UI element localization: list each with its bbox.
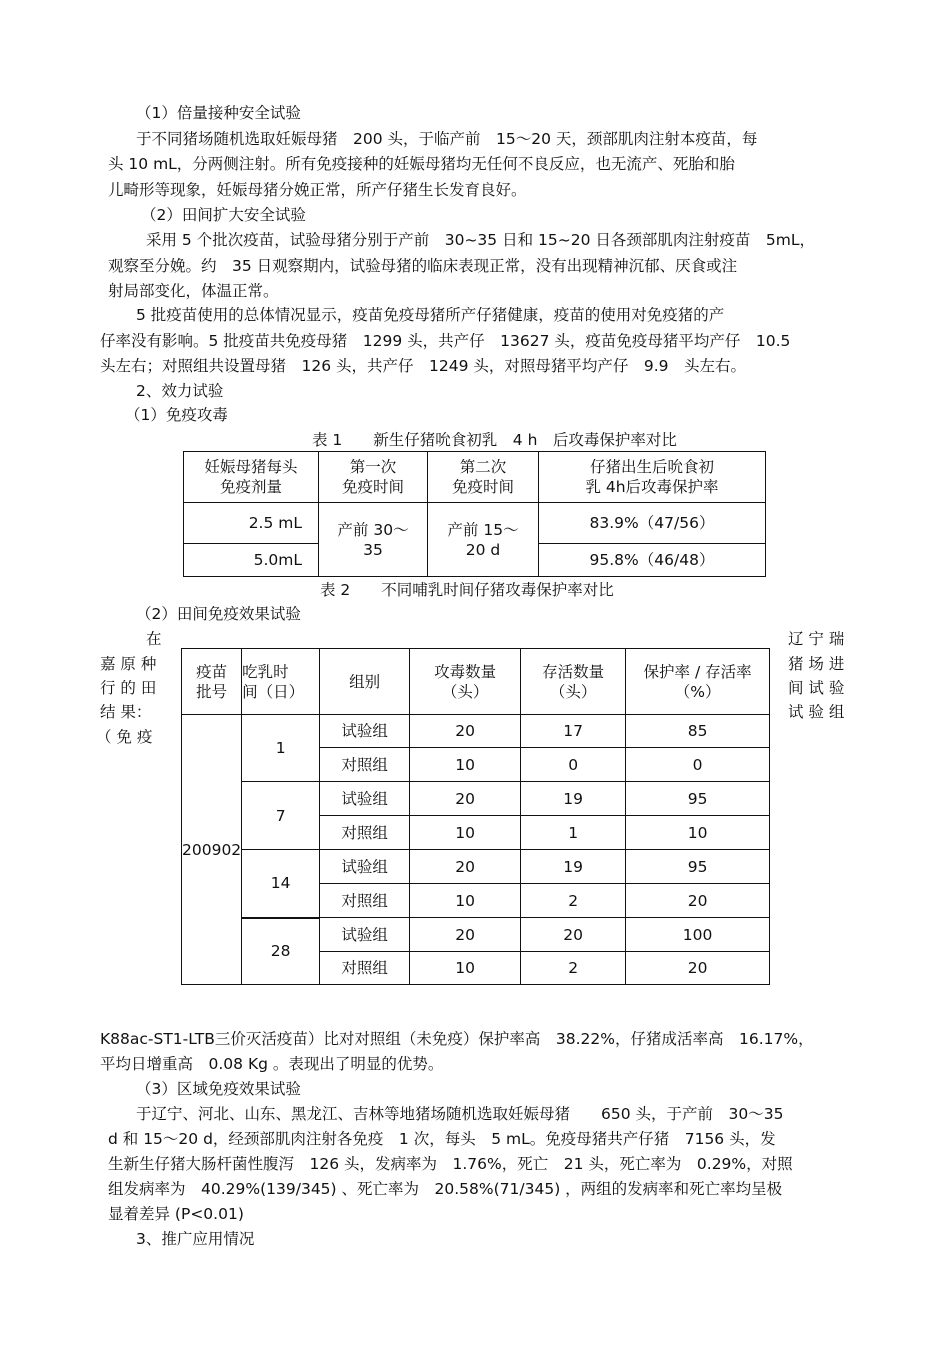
table3-header-survive: 存活数量 （头） <box>521 649 626 715</box>
table3-cell-survive: 0 <box>521 748 626 782</box>
wrapped-text-left: 嘉 原 种 <box>100 655 157 673</box>
table3-cell-survive: 20 <box>521 918 626 952</box>
wrapped-text-right: 辽 宁 瑞 <box>788 630 845 648</box>
paragraph-line: K88ac-ST1-LTB三价灭活疫苗）比对对照组（未免疫）保护率高 38.22%，仔猪成活率高 16.17%， <box>100 1030 814 1048</box>
table3-cell-challenge: 20 <box>410 782 521 816</box>
table3-cell-survive: 1 <box>521 816 626 850</box>
table3-header-group: 组别 <box>320 649 410 715</box>
paragraph-line: d 和 15～20 d，经颈部肌肉注射各免疫 1 次，每头 5 mL。免疫母猪共产仔猪 7156 头，发 <box>108 1130 776 1148</box>
paragraph-line: 组发病率为 40.29%(139/345) 、死亡率为 20.58%(71/345) ，两组的发病率和死亡率均呈极 <box>108 1180 783 1198</box>
table1-cell-second-time: 产前 15～ 20 d <box>428 503 539 577</box>
table3-cell-group: 对照组 <box>320 952 410 985</box>
table3-cell-group: 试验组 <box>320 850 410 884</box>
paragraph-line: 射局部变化，体温正常。 <box>108 282 279 300</box>
table3-cell-rate: 20 <box>626 952 770 985</box>
table3-cell-challenge: 10 <box>410 816 521 850</box>
paragraph-line: 采用 5 个批次疫苗，试验母猪分别于产前 30~35 日和 15~20 日各颈部肌肉注射疫苗 5mL， <box>146 231 815 249</box>
wrapped-text-right: 间 试 验 <box>788 679 845 697</box>
table1-header-first: 第一次 免疫时间 <box>319 452 428 503</box>
table3-cell-day: 7 <box>242 782 320 850</box>
table3-header-batch: 疫苗 批号 <box>182 649 242 715</box>
wrapped-text-left: 在 <box>146 630 162 648</box>
table1-cell-rate: 83.9%（47/56） <box>539 503 766 544</box>
section-heading-promotion: 3、推广应用情况 <box>136 1230 255 1248</box>
table1-cell-first-time: 产前 30～ 35 <box>319 503 428 577</box>
table1-cell-dose: 2.5 mL <box>184 503 319 544</box>
paragraph-line: 头左右；对照组共设置母猪 126 头，共产仔 1249 头，对照母猪平均产仔 9.9 头左右。 <box>100 357 747 375</box>
table3-cell-group: 对照组 <box>320 816 410 850</box>
table3-cell-challenge: 10 <box>410 748 521 782</box>
wrapped-text-left: 结 果： <box>100 703 152 721</box>
table3-cell-rate: 0 <box>626 748 770 782</box>
table1-header-rate: 仔猪出生后吮食初 乳 4h后攻毒保护率 <box>539 452 766 503</box>
table3-cell-rate: 10 <box>626 816 770 850</box>
table3 <box>181 648 770 985</box>
section-heading-field-safety: （2）田间扩大安全试验 <box>141 206 306 224</box>
table3-cell-rate: 95 <box>626 782 770 816</box>
wrapped-text-right: 猪 场 进 <box>788 655 845 673</box>
table3-cell-group: 试验组 <box>320 715 410 748</box>
table3-cell-survive: 19 <box>521 782 626 816</box>
table3-cell-rate: 95 <box>626 850 770 884</box>
table3-cell-day: 1 <box>242 715 320 782</box>
table3-header-rate: 保护率 / 存活率 （%） <box>626 649 770 715</box>
table3-cell-survive: 19 <box>521 850 626 884</box>
paragraph-line: 显着差异 (P<0.01) <box>108 1205 244 1223</box>
table1-cell-dose: 5.0mL <box>184 544 319 577</box>
paragraph-line: 儿畸形等现象，妊娠母猪分娩正常，所产仔猪生长发育良好。 <box>108 181 527 199</box>
paragraph-line: 于不同猪场随机选取妊娠母猪 200 头，于临产前 15～20 天，颈部肌肉注射本疫苗，每 <box>136 130 758 148</box>
paragraph-line: 观察至分娩。约 35 日观察期内，试验母猪的临床表现正常，没有出现精神沉郁、厌食或注 <box>108 257 738 275</box>
table3-cell-group: 对照组 <box>320 748 410 782</box>
wrapped-text-left: 行 的 田 <box>100 679 157 697</box>
table3-cell-rate: 100 <box>626 918 770 952</box>
table1 <box>183 451 766 577</box>
table3-cell-survive: 2 <box>521 884 626 918</box>
table3-cell-survive: 2 <box>521 952 626 985</box>
table3-cell-group: 试验组 <box>320 782 410 816</box>
table3-cell-group: 试验组 <box>320 918 410 952</box>
paragraph-line: 于辽宁、河北、山东、黑龙江、吉林等地猪场随机选取妊娠母猪 650 头，于产前 30～35 <box>136 1105 784 1123</box>
paragraph-line: 头 10 mL，分两侧注射。所有免疫接种的妊娠母猪均无任何不良反应，也无流产、死胎和胎 <box>108 155 735 173</box>
table3-cell-day: 28 <box>242 918 320 985</box>
table1-caption: 表 1 新生仔猪吮食初乳 4 h 后攻毒保护率对比 <box>312 431 677 449</box>
paragraph-line: 平均日增重高 0.08 Kg 。表现出了明显的优势。 <box>100 1055 444 1073</box>
table3-cell-challenge: 20 <box>410 715 521 748</box>
paragraph-line: 生新生仔猪大肠杆菌性腹泻 126 头，发病率为 1.76%，死亡 21 头，死亡率为 0.29%，对照 <box>108 1155 793 1173</box>
paragraph-line: 仔率没有影响。5 批疫苗共免疫母猪 1299 头，共产仔 13627 头，疫苗免疫母猪平均产仔 10.5 <box>100 332 791 350</box>
table1-header-dose: 妊娠母猪每头 免疫剂量 <box>184 452 319 503</box>
table3-cell-rate: 20 <box>626 884 770 918</box>
table3-cell-challenge: 10 <box>410 884 521 918</box>
wrapped-text-right: 试 验 组 <box>788 703 845 721</box>
table3-cell-rate: 85 <box>626 715 770 748</box>
section-heading-double-dose: （1）倍量接种安全试验 <box>136 104 301 122</box>
table3-cell-challenge: 10 <box>410 952 521 985</box>
table3-cell-challenge: 20 <box>410 918 521 952</box>
table3-cell-challenge: 20 <box>410 850 521 884</box>
table3-header-day: 吃乳时 间（日） <box>242 649 320 715</box>
subsection-heading-challenge: （1）免疫攻毒 <box>125 406 228 424</box>
table1-header-second: 第二次 免疫时间 <box>428 452 539 503</box>
table3-cell-group: 对照组 <box>320 884 410 918</box>
section-heading-regional: （3）区域免疫效果试验 <box>136 1080 301 1098</box>
table2-caption: 表 2 不同哺乳时间仔猪攻毒保护率对比 <box>320 581 614 599</box>
table3-header-challenge: 攻毒数量 （头） <box>410 649 521 715</box>
section-heading-efficacy: 2、效力试验 <box>136 382 224 400</box>
wrapped-text-left: （ 免 疫 <box>96 728 153 746</box>
table3-cell-day: 14 <box>242 850 320 918</box>
paragraph-line: 5 批疫苗使用的总体情况显示，疫苗免疫母猪所产仔猪健康，疫苗的使用对免疫猪的产 <box>136 306 725 324</box>
section-heading-field-immunity: （2）田间免疫效果试验 <box>136 605 301 623</box>
table1-cell-rate: 95.8%（46/48） <box>539 544 766 577</box>
table3-cell-survive: 17 <box>521 715 626 748</box>
table3-cell-batch: 200902 <box>182 715 242 985</box>
